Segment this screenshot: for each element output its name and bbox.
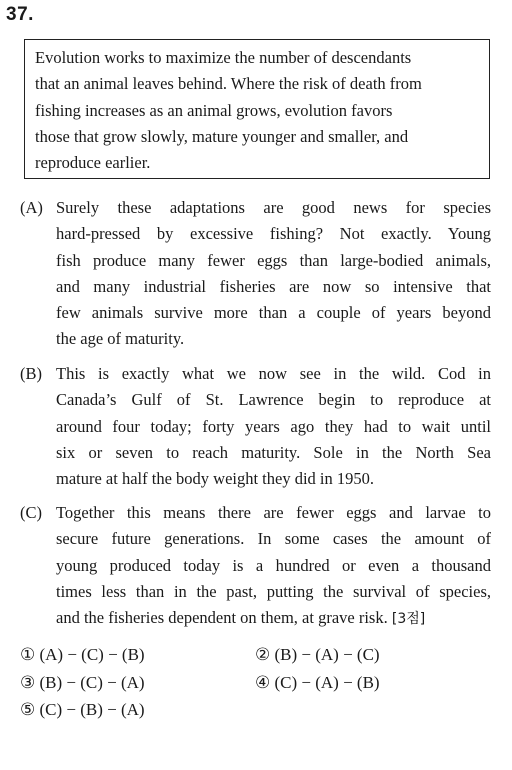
paragraph-line: six or seven to reach maturity. Sole in the North Sea — [56, 442, 491, 462]
paragraph-line — [56, 605, 491, 632]
paragraph-c — [20, 500, 491, 632]
choice-1[interactable]: ① (A) − (C) − (B) — [20, 645, 145, 664]
paragraph-line: mature at half the body weight they did in 1950. — [56, 469, 375, 489]
paragraph-line-text: and the fisheries dependent on them, at grave risk. — [56, 608, 388, 628]
intro-line: reproduce earlier. — [35, 153, 151, 173]
intro-line: those that grow slowly, mature younger and smaller, and — [35, 126, 409, 146]
paragraph-label: (A) — [20, 198, 43, 217]
paragraph-line: the age of maturity. — [56, 329, 185, 349]
choice-3[interactable]: ③ (B) − (C) − (A) — [20, 672, 145, 692]
intro-passage-box — [24, 39, 490, 179]
paragraph-line: few animals survive more than a couple of years beyond — [56, 303, 491, 323]
paragraph-line: Surely these adaptations are good news for species — [56, 198, 491, 217]
choice-2[interactable]: ② (B) − (A) − (C) — [255, 645, 380, 664]
paragraph-line: secure future generations. In some cases the amount of — [56, 529, 491, 549]
paragraph-line: fish produce many fewer eggs than large-bodied animals, — [56, 250, 491, 270]
intro-line: fishing increases as an animal grows, evolution favors — [35, 100, 393, 120]
choice-4[interactable]: ④ (C) − (A) − (B) — [255, 672, 380, 692]
paragraph-line: and many industrial fisheries are now so intensive that — [56, 276, 491, 296]
question-number: 37. — [6, 4, 34, 25]
paragraph-line: Canada’s Gulf of St. Lawrence begin to reproduce at — [56, 390, 491, 410]
paragraph-line: times less than in the past, putting the survival of species, — [56, 581, 491, 601]
points-badge: [3점] — [391, 611, 426, 628]
paragraph-line: This is exactly what we now see in the wild. Cod in — [56, 364, 491, 383]
paragraph-label: (C) — [20, 503, 42, 522]
intro-line: Evolution works to maximize the number of descendants — [35, 48, 412, 67]
answer-choices — [20, 641, 490, 724]
paragraph-a — [20, 195, 491, 353]
intro-line: that an animal leaves behind. Where the risk of death from — [35, 74, 422, 94]
paragraph-label: (B) — [20, 364, 42, 383]
paragraph-line: around four today; forty years ago they had to wait until — [56, 416, 491, 436]
paragraph-line: young produced today is a hundred or even a thousand — [56, 555, 491, 575]
paragraph-b — [20, 361, 491, 492]
choice-5[interactable]: ⑤ (C) − (B) − (A) — [20, 700, 145, 719]
paragraph-line: Together this means there are fewer eggs and larvae to — [56, 503, 491, 522]
paragraph-line: hard-pressed by excessive fishing? Not exactly. Young — [56, 224, 491, 244]
